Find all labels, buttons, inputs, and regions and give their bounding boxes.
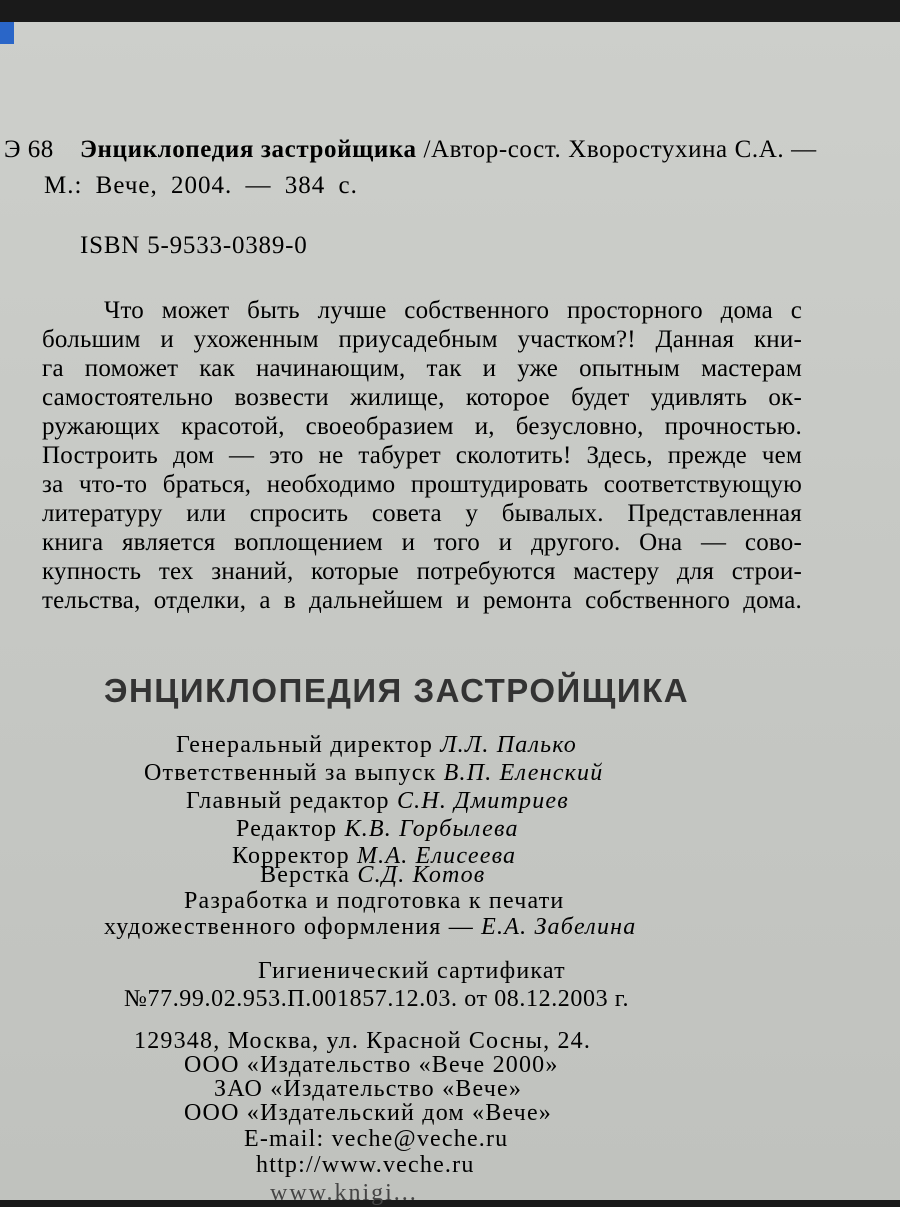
publisher-address: 129348, Москва, ул. Красной Сосны, 24. [134,1028,592,1054]
credit-line: Верстка С.Д. Котов [260,862,486,888]
catalog-entry-line [80,136,817,164]
credit-line: художественного оформления — Е.А. Забелина [104,914,637,940]
publisher-email: E-mail: veche@veche.ru [244,1126,509,1152]
annotation-line: га поможет как начинающим, так и уже опытным мастерам [42,355,802,382]
publisher-org: ЗАО «Издательство «Вече» [214,1076,523,1102]
certificate-number: №77.99.02.953.П.001857.12.03. от 08.12.2003 г. [124,986,630,1012]
annotation-line: тельства, отделки, а в дальнейшем и ремонта собственного дома. [42,587,802,614]
annotation-line: ружающих красотой, своеобразием и, безусловно, прочностью. [42,413,802,440]
certificate-label: Гигиенический сартификат [258,958,566,984]
annotation-line: литературу или спросить совета у бывалых. Представленная [42,500,802,527]
credit-line: Генеральный директор Л.Л. Палько [176,732,577,758]
annotation-line: книга является воплощением и того и другого. Она — сово- [42,529,802,556]
book-cover-edge [0,22,14,44]
credit-line: Ответственный за выпуск В.П. Еленский [144,760,604,786]
credit-line: Корректор М.А. Елисеева [232,843,517,869]
cut-off-url: www.knigi... [270,1180,418,1206]
publisher-url: http://www.veche.ru [256,1152,475,1178]
book-author: /Автор-сост. Хворостухина С.А. — [423,136,817,163]
isbn: ISBN 5-9533-0389-0 [80,232,308,259]
annotation-line: за что-то браться, необходимо проштудировать соответствующую [42,471,802,498]
catalog-code: Э 68 [4,136,54,163]
credit-line: Редактор К.В. Горбылева [236,816,519,842]
book-title: Энциклопедия застройщика [80,136,417,163]
publisher-org: ООО «Издательство «Вече 2000» [184,1052,559,1078]
page-heading: ЭНЦИКЛОПЕДИЯ ЗАСТРОЙЩИКА [104,672,690,709]
annotation-line: большим и ухоженным приусадебным участком?! Данная кни- [42,326,802,353]
annotation-line: самостоятельно возвести жилище, которое будет удивлять ок- [42,384,802,411]
credit-line: Главный редактор С.Н. Дмитриев [186,788,569,814]
annotation-line: Построить дом — это не табурет сколотить! Здесь, прежде чем [42,442,802,469]
credit-line: Разработка и подготовка к печати [184,888,565,914]
book-imprint: М.: Вече, 2004. — 384 с. [44,172,358,199]
publisher-org: ООО «Издательский дом «Вече» [184,1100,553,1126]
annotation-line: купность тех знаний, которые потребуются мастеру для строи- [42,558,802,585]
annotation-line: Что может быть лучше собственного просторного дома с [104,297,802,324]
